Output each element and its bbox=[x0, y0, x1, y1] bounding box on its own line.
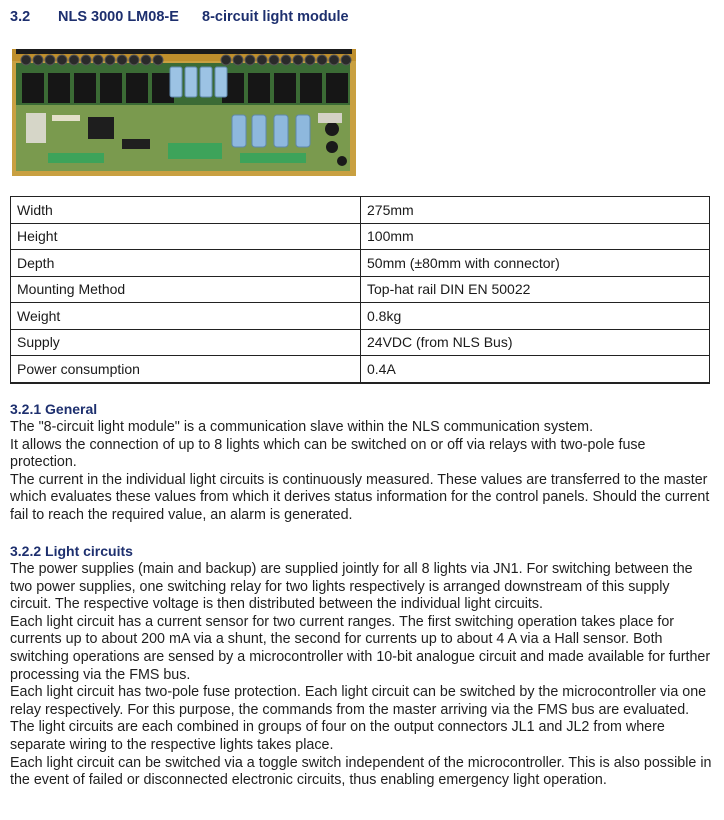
spec-value: 275mm bbox=[361, 197, 710, 224]
section-model: NLS 3000 LM08-E bbox=[58, 9, 179, 25]
paragraph: The power supplies (main and backup) are supplied jointly for all 8 lights via JN1. For switching between the two power supplies, one switching relay for two lights respectively is arranged downstream of this supply circuit. The respective voltage is then distributed between the individual light circuits. bbox=[10, 561, 693, 613]
spec-label: Depth bbox=[11, 250, 361, 277]
light-circuits-heading: 3.2.2 Light circuits bbox=[10, 543, 133, 559]
paragraph: It allows the connection of up to 8 lights which can be switched on or off via relays with two-pole fuse protection. bbox=[10, 436, 646, 471]
paragraph: The "8-circuit light module" is a communication slave within the NLS communication system. bbox=[10, 419, 594, 435]
spec-label: Width bbox=[11, 197, 361, 224]
section-number: 3.2 bbox=[10, 9, 31, 25]
specifications-table bbox=[10, 196, 710, 384]
table-row bbox=[11, 276, 710, 303]
spec-value: 50mm (±80mm with connector) bbox=[361, 250, 710, 277]
table-row bbox=[11, 356, 710, 383]
paragraph: Each light circuit has a current sensor for two current ranges. The first switching operation takes place for currents up to about 200 mA via a shunt, the second for currents up to about 4 A via a Hall sensor. Both switching operations are sensed by a microcontroller with 10-bit analogue circuit and made available for further processing via the FMS bus. bbox=[10, 613, 711, 683]
light-circuits-text bbox=[10, 561, 712, 790]
spec-value: 0.8kg bbox=[361, 303, 710, 330]
table-row bbox=[11, 303, 710, 330]
spec-label: Weight bbox=[11, 303, 361, 330]
paragraph: The light circuits are each combined in groups of four on the output connectors JL1 and JL2 from where separate wiring to the respective lights takes place. bbox=[10, 719, 665, 753]
spec-value: 100mm bbox=[361, 223, 710, 250]
section-title: 8-circuit light module bbox=[202, 9, 349, 25]
table-row bbox=[11, 250, 710, 277]
general-heading: 3.2.1 General bbox=[10, 401, 98, 417]
spec-label: Power consumption bbox=[11, 356, 361, 383]
spec-value: 24VDC (from NLS Bus) bbox=[361, 329, 710, 356]
light-module-photo bbox=[12, 43, 356, 176]
paragraph: The current in the individual light circuits is continuously measured. These values are transferred to the master which evaluates these values from which it derives status information for the control panels. Should the current fail to reach the required value, an alarm is generated. bbox=[10, 471, 710, 523]
spec-label: Supply bbox=[11, 329, 361, 356]
spec-value: 0.4A bbox=[361, 356, 710, 383]
general-text bbox=[10, 419, 712, 525]
table-row bbox=[11, 223, 710, 250]
paragraph: Each light circuit has two-pole fuse protection. Each light circuit can be switched by the microcontroller via one relay respectively. For this purpose, the commands from the master arriving via the FMS bus are evaluated. bbox=[10, 684, 707, 718]
paragraph: Each light circuit can be switched via a toggle switch independent of the microcontroller. This is also possible in the event of failed or disconnected electronic circuits, thus enabling emergency light operation. bbox=[10, 754, 712, 789]
section-heading bbox=[10, 9, 349, 25]
table-row bbox=[11, 329, 710, 356]
table-row bbox=[11, 197, 710, 224]
spec-label: Height bbox=[11, 223, 361, 250]
spec-label: Mounting Method bbox=[11, 276, 361, 303]
spec-value: Top-hat rail DIN EN 50022 bbox=[361, 276, 710, 303]
